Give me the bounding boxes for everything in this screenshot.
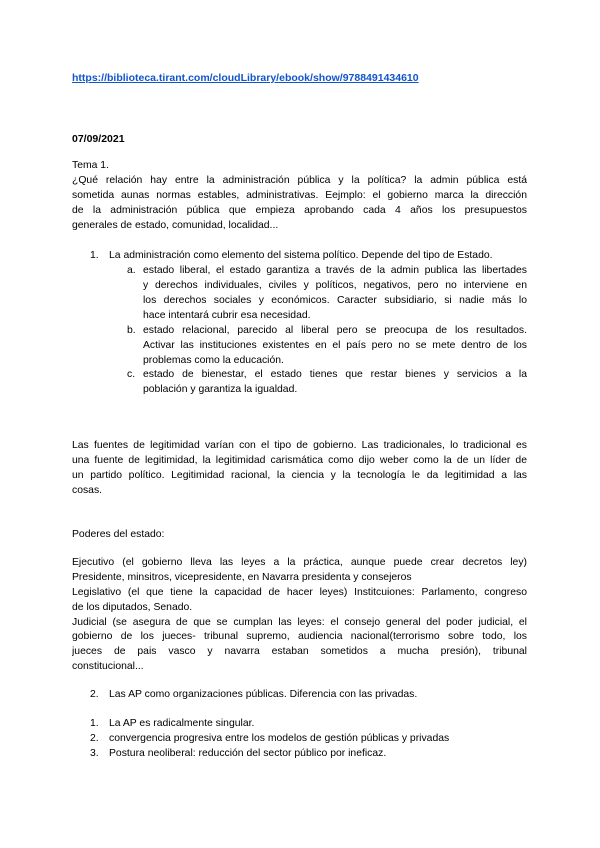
list-number: 2. (90, 689, 99, 700)
text-line: generales de estado, comunidad, localidad... (72, 219, 279, 231)
list-text: Las AP como organizaciones públicas. Diferencia con las privadas. (109, 689, 418, 700)
date-heading: 07/09/2021 (72, 133, 125, 145)
text-line: constitucional... (72, 661, 144, 673)
tema-title: Tema 1. (72, 160, 109, 171)
text-line: cosas. (72, 484, 103, 496)
list-text: La administración como elemento del sistema político. Depende del tipo de Estado. (109, 250, 493, 261)
section-heading: Poderes del estado: (72, 529, 165, 540)
sub-text (143, 368, 527, 398)
poderes-paragraph (72, 556, 527, 675)
text-line: población y garantiza la igualdad. (143, 383, 298, 395)
sub-letter: a. (127, 265, 136, 276)
poderes-title (72, 528, 527, 543)
text-line: Las fuentes de legitimidad varían con el tipo de gobierno. Las tradicionales, lo tradicional es (72, 440, 527, 451)
text-line: de la administración pública que empieza aprobando cada 4 años los presupuestos (72, 204, 527, 216)
text-line: hace intentará cubrir esa necesidad. (143, 309, 311, 321)
text-line: una fuente de legitimidad, la legitimidad carismática como dijo weber como la de un líder de (72, 454, 527, 466)
text-line: estado relacional, parecido al liberal pero se preocupa de los resultados. (143, 325, 527, 336)
text-line: jueces de pais vasco y navarra estaban sometidos a mucha presión), tribunal (72, 646, 527, 658)
text-line: Activar las instituciones existentes en el país pero no se mete dentro de los (143, 339, 527, 351)
text-line: un partido político. Legitimidad racional, la ciencia y la tecnología le da legitimidad a las (72, 469, 527, 481)
text-line: Ejecutivo (el gobierno lleva las leyes a la práctica, aunque puede crear decretos ley) (72, 557, 527, 568)
ebook-link[interactable]: https://biblioteca.tirant.com/cloudLibrary/ebook/show/9788491434610 (72, 72, 419, 84)
list-number: 3. (90, 748, 99, 759)
sub-text (143, 264, 527, 324)
text-line: Presidente, minsitros, vicepresidente, en Navarra presidenta y consejeros (72, 571, 412, 583)
list-number: 1. (90, 718, 99, 729)
intro-paragraph (72, 159, 527, 233)
sub-text (143, 324, 527, 369)
sub-letter: b. (127, 325, 136, 336)
list-number: 2. (90, 733, 99, 744)
text-line: y derechos individuales, civiles y políticos, negativos, pero no interviene en (143, 279, 527, 291)
list-text: convergencia progresiva entre los modelos de gestión públicas y privadas (109, 733, 450, 744)
text-line: gobierno de los jueces- tribunal supremo, audiencia nacional(terrorismo sobre todo, los (72, 631, 527, 643)
text-line: Legislativo (el que tiene la capacidad de hacer leyes) Institcuiones: Parlamento, congreso (72, 586, 527, 598)
text-line: Judicial (se asegura de que se cumplan las leyes: el consejo general del poder judicial, el (72, 616, 527, 628)
text-line: estado de bienestar, el estado tienes que restar bienes y servicios a la (143, 369, 527, 380)
sub-letter: c. (127, 369, 136, 380)
text-line: sometida aunas normas estables, administrativas. Eejmplo: el gobierno marca la dirección (72, 189, 527, 201)
list-text: La AP es radicalmente singular. (109, 718, 255, 729)
list-number: 1. (90, 250, 99, 261)
text-line: de los diputados, Senado. (72, 601, 193, 613)
text-line: estado liberal, el estado garantiza a través de la admin publica las libertades (143, 265, 527, 276)
fuentes-paragraph (72, 439, 527, 499)
list-text: Postura neoliberal: reducción del sector público por ineficaz. (109, 748, 387, 759)
text-line: ¿Qué relación hay entre la administración pública y la política? la admin pública está (72, 174, 527, 186)
text-line: problemas como la educación. (143, 354, 284, 366)
text-line: los derechos sociales y económicos. Caracter subsidiario, si nadie más lo (143, 294, 527, 306)
